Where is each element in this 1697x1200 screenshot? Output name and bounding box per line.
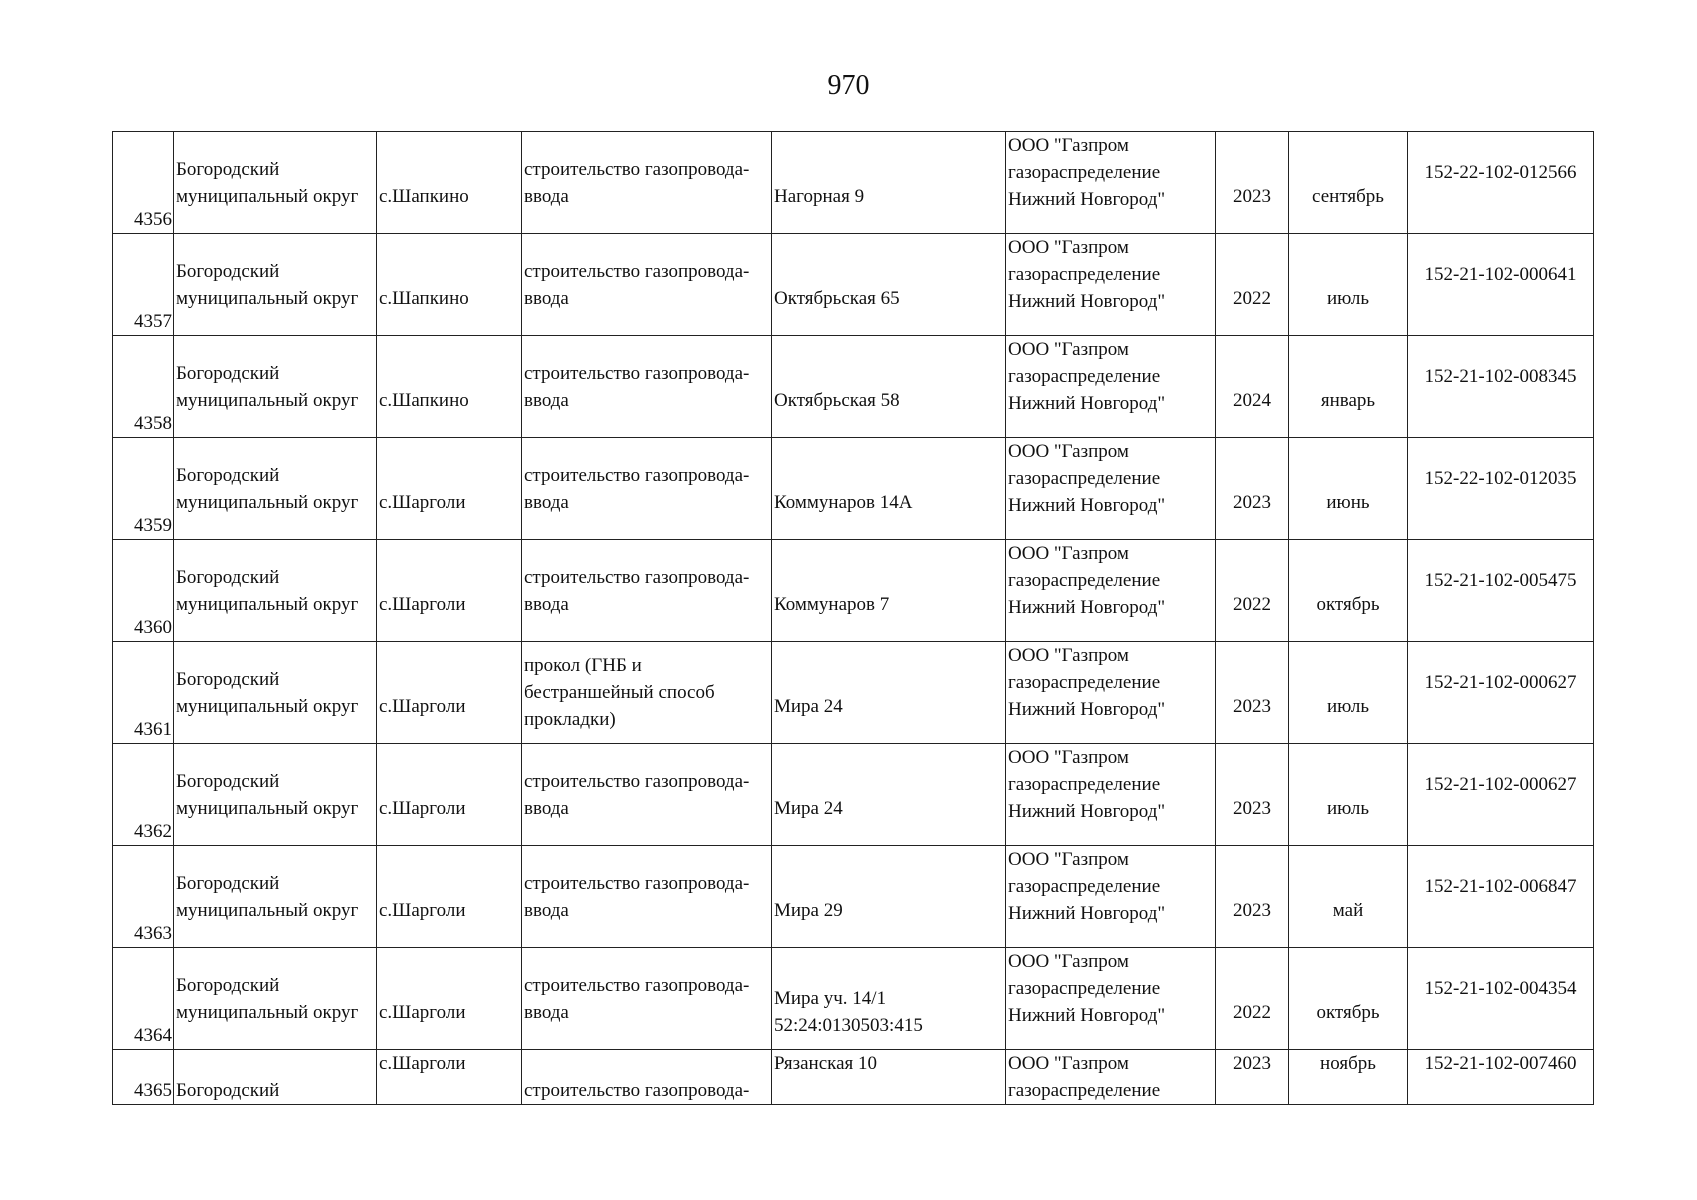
year-cell: 2022 [1216,540,1289,642]
region-cell-line: Богородский [176,770,280,792]
work-type-cell-line: ввода [524,797,569,819]
region-cell [174,132,377,234]
settlement-cell: с.Шарголи [377,948,522,1050]
settlement-cell: с.Шапкино [377,132,522,234]
work-type-cell [522,744,772,846]
table-row [113,336,1594,438]
row-number-cell: 4362 [113,744,174,846]
work-type-cell [522,948,772,1050]
organization-cell-line: Нижний Новгород" [1008,1005,1166,1026]
organization-cell-line: газораспределение [1008,1080,1161,1101]
settlement-cell: с.Шарголи [377,744,522,846]
address-cell-line: Коммунаров 14А [774,491,913,513]
row-number-cell: 4359 [113,438,174,540]
year-cell: 2023 [1216,132,1289,234]
year-cell: 2022 [1216,948,1289,1050]
table-row [113,1050,1594,1105]
region-cell-line: муниципальный округ [176,593,359,615]
organization-cell-line: ООО "Газпром [1008,1053,1129,1074]
region-cell [174,948,377,1050]
organization-cell-line: газораспределение [1008,978,1161,999]
address-cell [772,132,1006,234]
organization-cell-line: газораспределение [1008,366,1161,387]
work-type-cell-line: прокол (ГНБ и [524,655,642,676]
work-type-cell [522,132,772,234]
table-body [113,132,1594,1105]
table-row [113,744,1594,846]
year-cell: 2023 [1216,846,1289,948]
organization-cell-line: Нижний Новгород" [1008,903,1166,924]
work-type-cell-line: ввода [524,899,569,921]
year-cell: 2023 [1216,438,1289,540]
organization-cell-line: газораспределение [1008,876,1161,897]
organization-cell-line: газораспределение [1008,468,1161,489]
address-cell-line: Мира 24 [774,797,843,819]
address-cell-line: Октябрьская 58 [774,389,900,411]
organization-cell-line: Нижний Новгород" [1008,495,1166,516]
organization-cell [1006,948,1216,1050]
work-type-cell-line: ввода [524,287,569,309]
month-cell: октябрь [1289,948,1408,1050]
organization-cell-line: ООО "Газпром [1008,441,1129,462]
address-cell [772,540,1006,642]
address-cell [772,234,1006,336]
table-row [113,234,1594,336]
organization-cell [1006,846,1216,948]
table-row [113,438,1594,540]
table-row [113,540,1594,642]
settlement-cell: с.Шарголи [377,846,522,948]
code-cell: 152-21-102-004354 [1408,948,1594,1050]
address-cell-line: Мира 29 [774,899,843,921]
work-type-cell-line: строительство газопровода- [524,1080,750,1101]
organization-cell [1006,540,1216,642]
region-cell [174,744,377,846]
organization-cell-line: ООО "Газпром [1008,747,1129,768]
year-cell: 2022 [1216,234,1289,336]
code-cell: 152-22-102-012035 [1408,438,1594,540]
region-cell-line: Богородский [176,566,280,588]
row-number-cell: 4365 [113,1050,174,1105]
work-type-cell-line: ввода [524,593,569,615]
region-cell-line: муниципальный округ [176,389,359,411]
code-cell: 152-21-102-000641 [1408,234,1594,336]
region-cell-line: Богородский [176,362,280,384]
code-cell: 152-22-102-012566 [1408,132,1594,234]
month-cell: июль [1289,642,1408,744]
address-cell-line: Рязанская 10 [774,1053,877,1074]
row-number-cell: 4361 [113,642,174,744]
month-cell: сентябрь [1289,132,1408,234]
region-cell [174,438,377,540]
organization-cell [1006,132,1216,234]
table-row [113,642,1594,744]
year-cell: 2023 [1216,744,1289,846]
work-type-cell [522,642,772,744]
row-number-cell: 4364 [113,948,174,1050]
month-cell: июль [1289,234,1408,336]
settlement-cell: с.Шарголи [377,540,522,642]
address-cell-line: Коммунаров 7 [774,593,890,615]
region-cell-line: муниципальный округ [176,899,359,921]
address-cell [772,336,1006,438]
row-number-cell: 4360 [113,540,174,642]
region-cell [174,1050,377,1105]
work-type-cell-line: строительство газопровода- [524,260,750,282]
code-cell: 152-21-102-000627 [1408,744,1594,846]
month-cell: январь [1289,336,1408,438]
month-cell: июль [1289,744,1408,846]
work-type-cell [522,1050,772,1105]
address-cell [772,948,1006,1050]
region-cell-line: муниципальный округ [176,491,359,513]
address-cell-line: Мира 24 [774,695,843,717]
organization-cell [1006,744,1216,846]
work-type-cell [522,336,772,438]
work-type-cell [522,540,772,642]
work-type-cell [522,846,772,948]
month-cell: июнь [1289,438,1408,540]
address-cell-line: Октябрьская 65 [774,287,900,309]
organization-cell-line: Нижний Новгород" [1008,597,1166,618]
organization-cell [1006,642,1216,744]
address-cell [772,846,1006,948]
organization-cell-line: газораспределение [1008,570,1161,591]
year-cell: 2024 [1216,336,1289,438]
work-type-cell-line: ввода [524,185,569,207]
address-cell [772,642,1006,744]
region-cell [174,846,377,948]
region-cell-line: Богородский [176,260,280,282]
work-type-cell-line: ввода [524,389,569,411]
code-cell: 152-21-102-005475 [1408,540,1594,642]
year-cell: 2023 [1216,1050,1289,1105]
region-cell-line: Богородский [176,974,280,996]
code-cell: 152-21-102-007460 [1408,1050,1594,1105]
organization-cell-line: Нижний Новгород" [1008,291,1166,312]
region-cell [174,642,377,744]
month-cell: ноябрь [1289,1050,1408,1105]
month-cell: май [1289,846,1408,948]
registry-table [112,131,1594,1105]
code-cell: 152-21-102-000627 [1408,642,1594,744]
settlement-cell: с.Шарголи [377,1050,522,1105]
work-type-cell-line: строительство газопровода- [524,464,750,486]
settlement-cell: с.Шарголи [377,438,522,540]
work-type-cell-line: строительство газопровода- [524,566,750,588]
work-type-cell-line: ввода [524,491,569,513]
organization-cell-line: Нижний Новгород" [1008,189,1166,210]
work-type-cell-line: строительство газопровода- [524,158,750,180]
address-cell-line: Мира уч. 14/1 [774,988,887,1009]
row-number-cell: 4356 [113,132,174,234]
settlement-cell: с.Шапкино [377,234,522,336]
work-type-cell [522,234,772,336]
region-cell-line: Богородский [176,1080,280,1101]
organization-cell-line: ООО "Газпром [1008,645,1129,666]
region-cell [174,234,377,336]
address-cell [772,1050,1006,1105]
organization-cell-line: газораспределение [1008,672,1161,693]
organization-cell [1006,336,1216,438]
organization-cell-line: газораспределение [1008,774,1161,795]
table-row [113,948,1594,1050]
organization-cell-line: Нижний Новгород" [1008,801,1166,822]
address-cell-line: Нагорная 9 [774,185,865,207]
work-type-cell-line: строительство газопровода- [524,974,750,996]
table-row [113,846,1594,948]
organization-cell-line: газораспределение [1008,264,1161,285]
code-cell: 152-21-102-008345 [1408,336,1594,438]
row-number-cell: 4358 [113,336,174,438]
region-cell [174,540,377,642]
organization-cell-line: ООО "Газпром [1008,951,1129,972]
page-number: 970 [827,70,870,101]
region-cell-line: Богородский [176,668,280,690]
organization-cell-line: ООО "Газпром [1008,135,1129,156]
region-cell-line: муниципальный округ [176,287,359,309]
work-type-cell [522,438,772,540]
region-cell-line: Богородский [176,158,280,180]
organization-cell [1006,234,1216,336]
address-cell [772,744,1006,846]
organization-cell-line: Нижний Новгород" [1008,699,1166,720]
year-cell: 2023 [1216,642,1289,744]
region-cell-line: Богородский [176,872,280,894]
work-type-cell-line: прокладки) [524,709,616,730]
settlement-cell: с.Шарголи [377,642,522,744]
work-type-cell-line: строительство газопровода- [524,872,750,894]
month-cell: октябрь [1289,540,1408,642]
work-type-cell-line: бестраншейный способ [524,682,715,703]
address-cell-line: 52:24:0130503:415 [774,1015,923,1036]
work-type-cell-line: строительство газопровода- [524,362,750,384]
work-type-cell-line: строительство газопровода- [524,770,750,792]
row-number-cell: 4363 [113,846,174,948]
region-cell-line: муниципальный округ [176,185,359,207]
work-type-cell-line: ввода [524,1001,569,1023]
organization-cell-line: ООО "Газпром [1008,849,1129,870]
region-cell-line: муниципальный округ [176,695,359,717]
region-cell [174,336,377,438]
region-cell-line: Богородский [176,464,280,486]
settlement-cell: с.Шапкино [377,336,522,438]
code-cell: 152-21-102-006847 [1408,846,1594,948]
organization-cell-line: ООО "Газпром [1008,543,1129,564]
organization-cell-line: ООО "Газпром [1008,339,1129,360]
row-number-cell: 4357 [113,234,174,336]
address-cell [772,438,1006,540]
organization-cell-line: газораспределение [1008,162,1161,183]
organization-cell-line: ООО "Газпром [1008,237,1129,258]
region-cell-line: муниципальный округ [176,797,359,819]
organization-cell-line: Нижний Новгород" [1008,393,1166,414]
region-cell-line: муниципальный округ [176,1001,359,1023]
organization-cell [1006,438,1216,540]
table-row [113,132,1594,234]
organization-cell [1006,1050,1216,1105]
